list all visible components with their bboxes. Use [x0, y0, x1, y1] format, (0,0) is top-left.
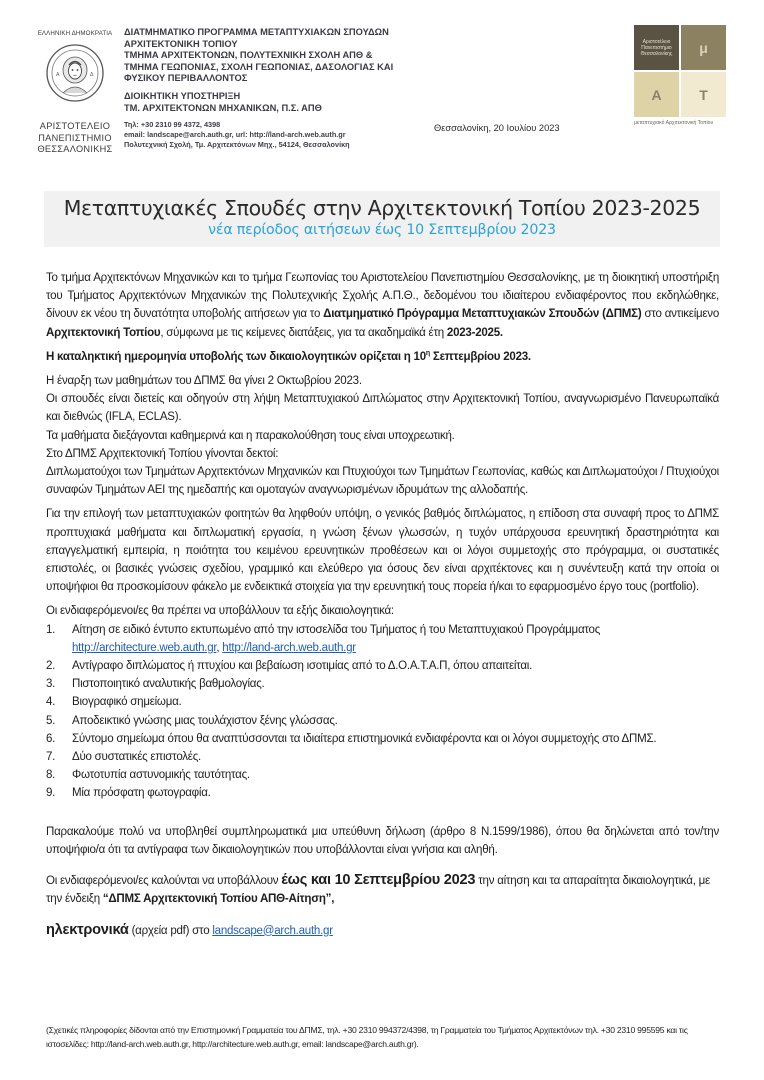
logo-cell-alpha: Α — [634, 72, 679, 117]
academic-years: 2023-2025. — [446, 326, 503, 339]
program-logo — [634, 25, 729, 126]
deadline-text: Η καταληκτική ημερομηνία υποβολής των δικαιολογητικών ορίζεται η 10 — [46, 350, 426, 363]
list-item — [46, 621, 719, 657]
land-arch-website-link[interactable]: http://land-arch.web.auth.gr — [222, 641, 356, 654]
list-number: 6. — [46, 732, 56, 745]
intro-text: στο αντικείμενο — [641, 308, 720, 321]
university-emblem-block — [30, 30, 120, 156]
list-number: 7. — [46, 751, 56, 764]
declaration-paragraph: Παρακαλούμε πολύ να υποβληθεί συμπληρωματικά μια υπεύθυνη δήλωση (άρθρο 8 Ν.1599/1986), όπου θα δηλώνεται από τον/την υποψήφιο/α ότι τα αντίγραφα των δικαιολογητικών που υποβάλλονται είναι γνήσια και αληθή. — [46, 825, 719, 856]
program-name: Διατμηματικό Πρόγραμμα Μεταπτυχιακών Σπουδών (ΔΠΜΣ) — [323, 308, 642, 321]
logo-text-line: Θεσσαλονίκης — [640, 50, 673, 57]
list-item-text: Αποδεικτικό γνώσης μιας τουλάχιστον ξένης γλώσσας. — [72, 714, 338, 727]
contact-phone: Τηλ: +30 2310 99 4372, 4398 — [124, 120, 221, 130]
document-date: Θεσσαλονίκη, 20 Ιουλίου 2023 — [434, 123, 560, 133]
documents-heading: Οι ενδιαφερόμενοι/ες θα πρέπει να υποβάλλουν τα εξής δικαιολογητικά: — [46, 605, 394, 618]
start-date: Η έναρξη των μαθημάτων του ΔΠΜΣ θα γίνει 2 Οκτωβρίου 2023. — [46, 375, 362, 388]
electronic-submission — [46, 921, 719, 940]
program-line: ΤΜΗΜΑ ΑΡΧΙΤΕΚΤΟΝΩΝ, ΠΟΛΥΤΕΧΝΙΚΗ ΣΧΟΛΗ ΑΠΘ & — [124, 50, 373, 61]
list-item — [46, 748, 719, 766]
list-item-text: Βιογραφικό σημείωμα. — [72, 696, 182, 709]
intro-text: , σύμφωνα με τις κείμενες διατάξεις, για τα ακαδημαϊκά έτη — [160, 326, 447, 339]
list-item-text: Αντίγραφο διπλώματος ή πτυχίου και βεβαίωση ισοτιμίας από το Δ.Ο.Α.Τ.Α.Π, όπου απαιτείται. — [72, 660, 533, 673]
electronic-label: ηλεκτρονικά — [46, 921, 129, 938]
submission-text: την αίτηση και τα απαραίτητα δικαιολογητικά, με την ένδειξη — [46, 875, 710, 906]
list-item — [46, 693, 719, 711]
list-item-text: Σύντομο σημείωμα όπου θα αναπτύσσονται τα ιδιαίτερα επιστημονικά ενδιαφέροντα και οι λόγοι συμμετοχής στο ΔΠΜΣ. — [72, 732, 657, 745]
aristotle-university-seal-icon — [45, 43, 105, 103]
list-item — [46, 712, 719, 730]
logo-text-line: Πανεπιστήμιο — [641, 44, 672, 51]
list-item-text: Αίτηση σε ειδικό έντυπο εκτυπωμένο από την ιστοσελίδα του Τμήματος ή του Μεταπτυχιακού Προγράμματος — [72, 623, 601, 636]
support-line: ΔΙΟΙΚΗΤΙΚΗ ΥΠΟΣΤΗΡΙΞΗ — [124, 90, 241, 101]
contact-address: Πολυτεχνική Σχολή, Τμ. Αρχιτεκτόνων Μηχ., 54124, Θεσσαλονίκη — [124, 139, 350, 149]
program-line: ΤΜΗΜΑ ΓΕΩΠΟΝΙΑΣ, ΣΧΟΛΗ ΓΕΩΠΟΝΙΑΣ, ΔΑΣΟΛΟΓΙΑΣ ΚΑΙ — [124, 61, 394, 72]
list-number: 4. — [46, 696, 56, 709]
submission-text: Οι ενδιαφερόμενοι/ες καλούνται να υποβάλλουν — [46, 875, 282, 888]
list-item — [46, 730, 719, 748]
contact-email-url: email: landscape@arch.auth.gr, url: http://land-arch.web.auth.gr — [124, 129, 346, 139]
list-number: 2. — [46, 660, 56, 673]
submission-deadline: έως και 10 Σεπτεμβρίου 2023 — [281, 872, 476, 889]
attendance-paragraph: Τα μαθήματα διεξάγονται καθημερινά και η παρακολούθηση τους είναι υποχρεωτική. — [46, 429, 455, 442]
list-number: 9. — [46, 787, 56, 800]
list-item — [46, 675, 719, 693]
university-name-line: ΘΕΣΣΑΛΟΝΙΚΗΣ — [37, 144, 113, 154]
list-item-text: Πιστοποιητικό αναλυτικής βαθμολογίας. — [72, 678, 265, 691]
list-item — [46, 784, 719, 802]
submission-paragraph — [46, 871, 719, 908]
page-subtitle: νέα περίοδος αιτήσεων έως 10 Σεπτεμβρίου 2023 — [208, 222, 556, 238]
list-item — [46, 766, 719, 784]
university-name — [30, 121, 120, 156]
svg-text:Δ: Δ — [90, 72, 94, 78]
architecture-website-link[interactable]: http://architecture.web.auth.gr — [72, 641, 217, 654]
intro-text: Το τμήμα Αρχιτεκτόνων Μηχανικών και το τμήμα Γεωπονίας του Αριστοτελείου Πανεπιστημίου Θεσσαλονίκης, με τη διοικητική υποστήριξη του Τμήματος Αρχιτεκτόνων Μηχανικών της Πολυτεχνικής Σχολής Α.Π.Θ., δεδομένου του ιδιαίτερου ενδιαφέροντος που εκδηλώθηκε, δίνουν εκ νέου τη δυνατότητα υποβολής αιτήσεων για το — [46, 272, 719, 321]
title-banner — [44, 191, 720, 247]
list-item-text: Μία πρόσφατη φωτογραφία. — [72, 787, 211, 800]
accepted-paragraph: Διπλωματούχοι των Τμημάτων Αρχιτεκτόνων Μηχανικών και Πτυχιούχοι των Τμημάτων Γεωπονίας, καθώς και Διπλωματούχοι / Πτυχιούχοι συναφών Τμημάτων ΑΕΙ της ημεδαπής και ομοταγών αναγνωρισμένων ιδρυμάτων της αλλοδαπής. — [46, 466, 719, 497]
intro-paragraph — [46, 269, 719, 342]
page-title: Μεταπτυχιακές Σπουδές στην Αρχιτεκτονική Τοπίου 2023-2025 — [63, 196, 701, 220]
logo-text-line: Αριστοτέλειο — [642, 38, 671, 45]
list-item-text: Φωτοτυπία αστυνομικής ταυτότητας. — [72, 769, 250, 782]
separator: , — [216, 641, 223, 654]
list-item — [46, 657, 719, 675]
logo-caption: μεταπτυχιακό Αρχιτεκτονική Τοπίου — [634, 120, 714, 126]
program-header — [124, 27, 393, 150]
duration-paragraph: Οι σπουδές είναι διετείς και οδηγούν στη λήψη Μεταπτυχιακού Διπλώματος στην Αρχιτεκτονική Τοπίου, αναγνωρισμένο Πανευρωπαϊκά και διεθνώς (IFLA, ECLAS). — [46, 393, 719, 424]
submission-label: “ΔΠΜΣ Αρχιτεκτονική Τοπίου ΑΠΘ-Αίτηση”, — [102, 893, 335, 906]
list-number: 5. — [46, 714, 56, 727]
deadline-sup: η — [425, 349, 430, 357]
support-line: ΤΜ. ΑΡΧΙΤΕΚΤΟΝΩΝ ΜΗΧΑΝΙΚΩΝ, Π.Σ. ΑΠΘ — [124, 102, 322, 113]
subject-name: Αρχιτεκτονική Τοπίου — [46, 326, 161, 339]
program-line: ΦΥΣΙΚΟΥ ΠΕΡΙΒΑΛΛΟΝΤΟΣ — [124, 73, 248, 84]
accepted-heading: Στο ΔΠΜΣ Αρχιτεκτονική Τοπίου γίνονται δεκτοί: — [46, 447, 279, 460]
announcement-body — [46, 269, 719, 940]
program-line: ΑΡΧΙΤΕΚΤΟΝΙΚΗ ΤΟΠΙΟΥ — [124, 38, 238, 49]
selection-criteria: Για την επιλογή των μεταπτυχιακών φοιτητών θα ληφθούν υπόψη, ο γενικός βαθμός διπλώματος, η επίδοση στα συναφή προς το ΔΠΜΣ προπτυχιακά μαθήματα και διπλωματική εργασία, η γνώση ξένων γλωσσών, η τυχόν υπάρχουσα ερευνητική δραστηριότητα και επαγγελματική εμπειρία, η ποιότητα του κειμένου ερευνητικών προθέσεων και οι λόγοι συμμετοχής στο πρόγραμμα, οι συστατικές επιστολές, οι βασικές γνώσεις σχεδίου, γραμμικό και ελεύθερο για όσους δεν είναι αρχιτέκτονες και η συνέντευξη κατά την οποία οι υποψήφιοι θα προσκομίσουν φάκελο με ενδεικτικά στοιχεία για την ερευνητική τους πορεία ή/και το εφαρμοσμένο έργο τους (portfolio). — [46, 508, 719, 594]
list-item-text: Δύο συστατικές επιστολές. — [72, 751, 201, 764]
university-name-line: ΑΡΙΣΤΟΤΕΛΕΙΟ — [39, 121, 111, 131]
list-item-text — [72, 621, 719, 657]
hellenic-republic-label: ΕΛΛΗΝΙΚΗ ΔΗΜΟΚΡΑΤΙΑ — [37, 30, 113, 37]
list-number: 3. — [46, 678, 56, 691]
submission-email-link[interactable]: landscape@arch.auth.gr — [212, 924, 333, 937]
electronic-text: (αρχεία pdf) στο — [128, 924, 213, 937]
list-number: 8. — [46, 769, 56, 782]
logo-cell-university — [634, 25, 679, 70]
deadline-text: Σεπτεμβρίου 2023. — [429, 350, 531, 363]
footnote: (Σχετικές πληροφορίες δίδονται από την Επιστημονική Γραμματεία του ΔΠΜΣ, τηλ. +30 2310 994372/4398, τη Γραμματεία του Τμήματος Αρχιτεκτόνων τηλ. +30 2310 995595 και τις ιστοσελίδες: http://land-arch.web.auth.gr, http://architecture.web.auth.gr, email: landscape@arch.auth.gr). — [46, 1025, 688, 1049]
deadline-statement — [46, 348, 719, 366]
svg-text:Α: Α — [56, 72, 60, 78]
list-number: 1. — [46, 623, 56, 636]
logo-cell-mu: μ — [681, 25, 726, 70]
university-name-line: ΠΑΝΕΠΙΣΤΗΜΙΟ — [38, 132, 112, 143]
logo-cell-tau: Τ — [681, 72, 726, 117]
documents-list — [46, 621, 719, 803]
program-line: ΔΙΑΤΜΗΜΑΤΙΚΟ ΠΡΟΓΡΑΜΜΑ ΜΕΤΑΠΤΥΧΙΑΚΩΝ ΣΠΟΥΔΩΝ — [124, 27, 389, 37]
